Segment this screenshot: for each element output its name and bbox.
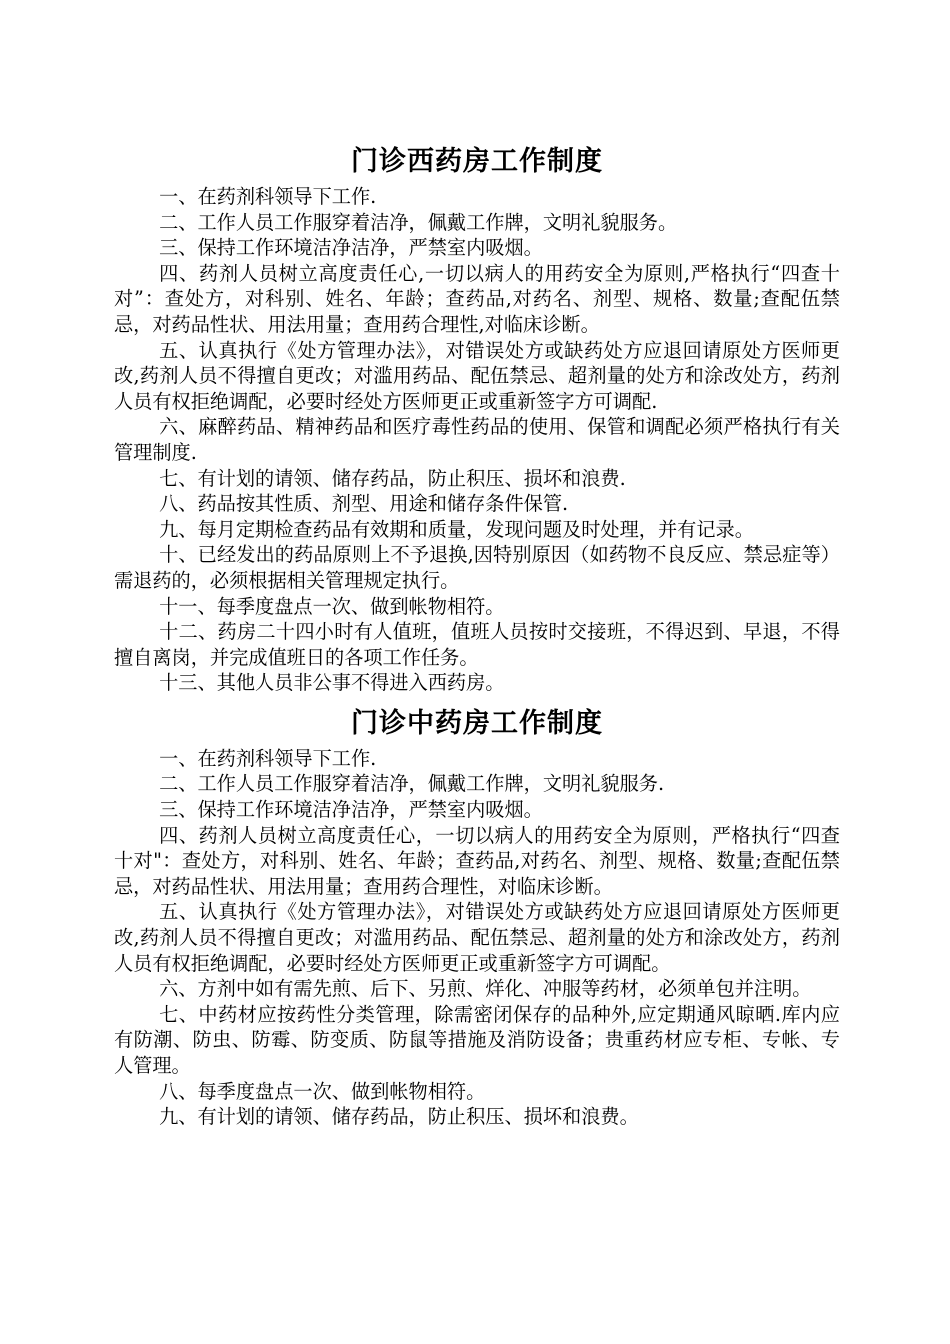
document-page <box>114 142 840 1130</box>
rule-item: 二、工作人员工作服穿着洁净，佩戴工作牌，文明礼貌服务。 <box>159 210 678 234</box>
rule-item: 一、在药剂科领导下工作. <box>159 746 377 770</box>
section-title: 门诊中药房工作制度 <box>351 707 603 739</box>
rule-item: 十、已经发出的药品原则上不予退换,因特别原因（如药物不良反应、禁忌症等）需退药的，必须根据相关管理规定执行。 <box>114 543 840 592</box>
rule-item: 三、保持工作环境洁净洁净，严禁室内吸烟。 <box>159 236 543 260</box>
rule-item: 三、保持工作环境洁净洁净，严禁室内吸烟。 <box>159 798 543 822</box>
rule-item: 二、工作人员工作服穿着洁净，佩戴工作牌，文明礼貌服务. <box>159 772 665 796</box>
rule-item: 六、麻醉药品、精神药品和医疗毒性药品的使用、保管和调配必须严格执行有关管理制度. <box>114 415 840 464</box>
rule-item: 四、药剂人员树立高度责任心,一切以病人的用药安全为原则,严格执行“四查十对”：查处方，对科别、姓名、年龄；查药品,对药名、剂型、规格、数量;查配伍禁忌，对药品性状、用法用量；查用药合理性,对临床诊断。 <box>114 261 840 336</box>
rule-item: 九、每月定期检查药品有效期和质量，发现问题及时处理，并有记录。 <box>159 517 754 541</box>
rule-item: 八、每季度盘点一次、做到帐物相符。 <box>159 1079 486 1103</box>
section-title: 门诊西药房工作制度 <box>351 146 603 177</box>
rule-item: 六、方剂中如有需先煎、后下、另煎、烊化、冲服等药材，必须单包并注明。 <box>159 977 812 1001</box>
section-western-pharmacy <box>114 142 840 696</box>
rule-item: 十二、药房二十四小时有人值班，值班人员按时交接班，不得迟到、早退，不得擅自离岗，并完成值班日的各项工作任务。 <box>114 620 840 669</box>
rule-item: 十三、其他人员非公事不得进入西药房。 <box>159 671 505 695</box>
rule-item: 五、认真执行《处方管理办法》，对错误处方或缺药处方应退回请原处方医师更改,药剂人员不得擅自更改；对滥用药品、配伍禁忌、超剂量的处方和涂改处方，药剂人员有权拒绝调配，必要时经处方医师更正或重新签字方可调配. <box>114 338 840 413</box>
rule-item: 七、有计划的请领、储存药品，防止积压、损坏和浪费. <box>159 466 626 490</box>
rule-item: 八、药品按其性质、剂型、用途和储存条件保管. <box>159 492 569 516</box>
rule-item: 四、药剂人员树立高度责任心，一切以病人的用药安全为原则，严格执行“四查十对"：查处方，对科别、姓名、年龄；查药品,对药名、剂型、规格、数量;查配伍禁忌，对药品性状、用法用量；查用药合理性，对临床诊断。 <box>114 823 840 898</box>
rule-item: 一、在药剂科领导下工作. <box>159 185 377 208</box>
rule-item: 七、中药材应按药性分类管理，除需密闭保存的品种外,应定期通风晾晒.库内应有防潮、防虫、防霉、防变质、防鼠等措施及消防设备；贵重药材应专柜、专帐、专人管理。 <box>114 1002 840 1077</box>
rule-item: 九、有计划的请领、储存药品，防止积压、损坏和浪费。 <box>159 1105 639 1129</box>
section-chinese-pharmacy <box>114 704 840 1130</box>
rule-item: 十一、每季度盘点一次、做到帐物相符。 <box>159 594 505 618</box>
rule-item: 五、认真执行《处方管理办法》，对错误处方或缺药处方应退回请原处方医师更改,药剂人员不得擅自更改；对滥用药品、配伍禁忌、超剂量的处方和涂改处方，药剂人员有权拒绝调配，必要时经处方医师更正或重新签字方可调配。 <box>114 900 840 975</box>
